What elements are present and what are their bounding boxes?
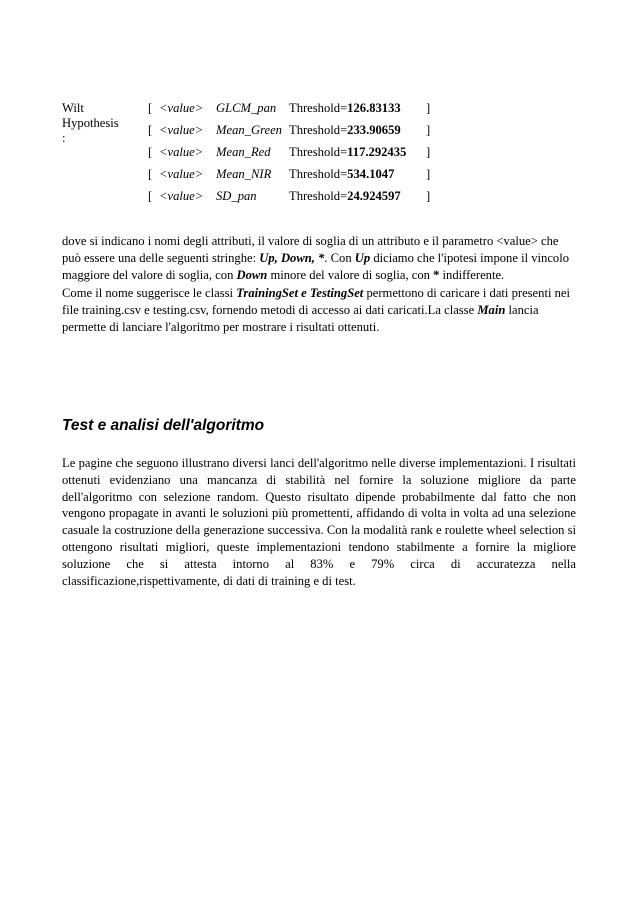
attribute-name: GLCM_pan bbox=[216, 101, 277, 115]
text-run: . Con bbox=[324, 250, 355, 265]
attribute-name: SD_pan bbox=[216, 189, 257, 203]
attribute-name: Mean_NIR bbox=[216, 167, 272, 181]
threshold bbox=[289, 101, 401, 116]
text-run: indifferente. bbox=[439, 267, 505, 282]
threshold-value: 534.1047 bbox=[347, 167, 395, 181]
threshold-prefix: Threshold= bbox=[289, 189, 348, 203]
threshold bbox=[289, 123, 401, 138]
text-run: lancia permette di lanciare l'algoritmo per mostrare i risultati ottenuti. bbox=[62, 302, 539, 334]
bracket-open: [ bbox=[148, 123, 153, 137]
bracket-open: [ bbox=[148, 101, 153, 115]
threshold-value: 117.292435 bbox=[347, 145, 407, 159]
bracket-close: ] bbox=[426, 167, 431, 181]
threshold bbox=[289, 145, 406, 160]
threshold-value: 126.83133 bbox=[347, 101, 401, 115]
bracket-open: [ bbox=[148, 167, 153, 181]
value-param: <value> bbox=[159, 167, 204, 181]
section-heading: Test e analisi dell'algoritmo bbox=[62, 417, 265, 434]
text-run: Come il nome suggerisce le classi bbox=[62, 286, 237, 300]
bracket-open: [ bbox=[148, 145, 153, 159]
text-run: minore del valore di soglia, con bbox=[267, 267, 434, 282]
text-run: diciamo che l'ipotesi impone il vincolo maggiore del valore di soglia, con bbox=[62, 250, 570, 282]
threshold-prefix: Threshold= bbox=[289, 167, 348, 181]
bracket-close: ] bbox=[426, 145, 431, 159]
threshold bbox=[289, 189, 401, 204]
value-param: <value> bbox=[159, 101, 204, 115]
bracket-open: [ bbox=[148, 189, 153, 203]
threshold bbox=[289, 167, 394, 182]
attribute-name: Mean_Red bbox=[216, 145, 271, 159]
text-run: dove si indicano i nomi degli attributi, il valore di soglia di un attributo e il parametro <value> che può essere una delle seguenti stringhe: bbox=[62, 234, 559, 265]
value-param: <value> bbox=[159, 123, 204, 137]
threshold-prefix: Threshold= bbox=[289, 123, 348, 137]
hypothesis-label: Wilt Hypothesis : bbox=[62, 101, 119, 145]
threshold-prefix: Threshold= bbox=[289, 101, 348, 115]
threshold-prefix: Threshold= bbox=[289, 145, 348, 159]
class-main: Main bbox=[477, 302, 506, 317]
paragraph-classes bbox=[62, 285, 576, 335]
paragraph-description bbox=[62, 233, 576, 283]
threshold-value: 24.924597 bbox=[347, 189, 401, 203]
bracket-close: ] bbox=[426, 101, 431, 115]
code-down: Down bbox=[236, 267, 268, 282]
code-star: * bbox=[433, 267, 440, 282]
code-up: Up bbox=[354, 250, 371, 265]
threshold-value: 233.90659 bbox=[347, 123, 401, 137]
class-names: TrainingSet e TestingSet bbox=[236, 286, 364, 300]
code-list: Up, Down, * bbox=[259, 250, 325, 265]
paragraph-analysis: Le pagine che seguono illustrano diversi lanci dell'algoritmo nelle diverse implementazioni. I risultati ottenuti evidenziano una mancanza di stabilità nel fornire la soluzione migliore da parte dell'algoritmo con selezione random. Questo risultato dipende probabilmente dal fatto che non vengono propagate in avanti le soluzioni più promettenti, affidando di volta in volta ad una selezione casuale la costruzione della generazione successiva. Con la modalità rank e roulette wheel selection si ottengono risultati migliori, queste implementazioni tendono stabilmente a fornire la migliore soluzione che si attesta intorno al 83% e 79% circa di accuratezza nella classificazione,rispettivamente, di dati di training e di test. bbox=[62, 456, 576, 588]
text-run: permettono di caricare i dati presenti nei file training.csv e testing.csv, fornendo metodi di accesso ai dati caricati.La classe bbox=[62, 286, 570, 317]
value-param: <value> bbox=[159, 189, 204, 203]
attribute-name: Mean_Green bbox=[216, 123, 282, 137]
bracket-close: ] bbox=[426, 123, 431, 137]
value-param: <value> bbox=[159, 145, 204, 159]
bracket-close: ] bbox=[426, 189, 431, 203]
